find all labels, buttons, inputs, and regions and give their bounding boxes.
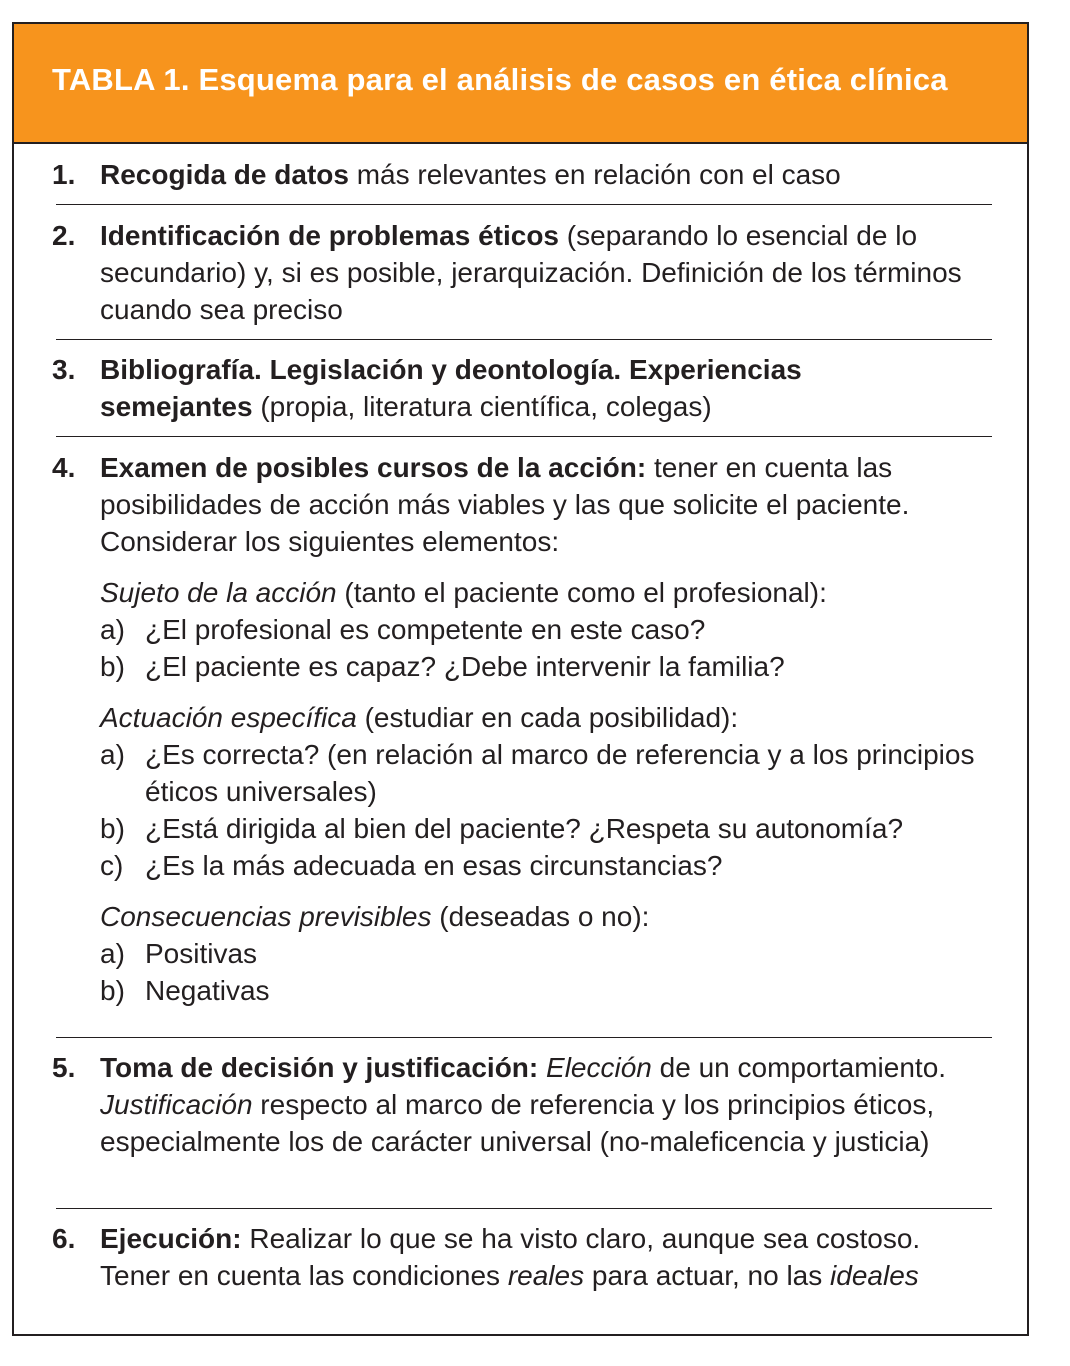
item-text: Negativas [145, 975, 270, 1006]
item-marker: b) [100, 813, 125, 844]
list-item [100, 648, 980, 685]
step-text: de un comportamiento. [651, 1052, 947, 1083]
step-text [538, 1052, 546, 1083]
step-text: más relevantes en relación con el caso [348, 159, 841, 190]
consideration-subject [100, 574, 980, 685]
item-marker: b) [100, 975, 125, 1006]
list-item [100, 736, 980, 810]
row-divider [56, 339, 992, 340]
step-content [100, 351, 900, 425]
step-content [100, 1220, 970, 1294]
step-emphasis: reales [507, 1260, 585, 1291]
step-number: 3. [52, 354, 76, 385]
step-text: tener en cuenta las posibilidades de acción más viables y las que solicite el paciente. Considerar los siguientes elementos: [100, 452, 910, 557]
step-text: respecto al marco de referencia y los principios éticos, especialmente los de carácter universal (no-maleficencia y justicia) [100, 1089, 935, 1157]
item-marker: b) [100, 651, 125, 682]
step-content [100, 1049, 1000, 1160]
list-item [100, 810, 980, 847]
consideration-note: (tanto el paciente como el profesional): [336, 577, 827, 608]
consideration-title: Consecuencias previsibles [100, 901, 432, 932]
step-emphasis: ideales [830, 1260, 919, 1291]
ethics-analysis-table [12, 22, 1029, 1336]
consideration-title: Actuación específica [100, 702, 357, 733]
step-heading: Bibliografía. Legislación y deontología. Experiencias semejantes [100, 354, 802, 422]
table-title: TABLA 1. Esquema para el análisis de casos en ética clínica [52, 62, 948, 97]
step-heading: Recogida de datos [100, 159, 349, 190]
consideration-note: (deseadas o no): [431, 901, 650, 932]
step-text: (propia, literatura científica, colegas) [252, 391, 712, 422]
item-text: ¿Es correcta? (en relación al marco de referencia y a los principios éticos universales) [145, 739, 975, 807]
consideration-heading [100, 699, 980, 736]
step-text: Realizar lo que se ha visto claro, aunque sea costoso. Tener en cuenta las condiciones [100, 1223, 921, 1291]
item-text: ¿El paciente es capaz? ¿Debe intervenir la familia? [145, 651, 785, 682]
consideration-heading [100, 898, 980, 935]
item-marker: a) [100, 739, 125, 770]
row-divider [56, 204, 992, 205]
list-item [100, 972, 980, 1009]
row-divider [56, 436, 992, 437]
row-divider [56, 1208, 992, 1209]
list-item [100, 611, 980, 648]
step-number: 5. [52, 1052, 76, 1083]
step-heading: Ejecución: [100, 1223, 242, 1254]
step-heading: Toma de decisión y justificación: [100, 1052, 539, 1083]
consideration-note: (estudiar en cada posibilidad): [356, 702, 739, 733]
consideration-consequences [100, 898, 980, 1009]
item-text: ¿Está dirigida al bien del paciente? ¿Respeta su autonomía? [145, 813, 904, 844]
step-text: (separando lo esencial de lo secundario) y, si es posible, jerarquización. Definición de los términos cuando sea preciso [100, 220, 962, 325]
step-emphasis: Justificación [100, 1089, 253, 1120]
step-heading: Identificación de problemas éticos [100, 220, 560, 251]
consideration-title: Sujeto de la acción [100, 577, 337, 608]
step-heading: Examen de posibles cursos de la acción: [100, 452, 647, 483]
step-content [100, 156, 1000, 193]
list-item [100, 935, 980, 972]
item-marker: a) [100, 614, 125, 645]
step-number: 6. [52, 1223, 76, 1254]
step-content [100, 449, 980, 1009]
step-emphasis: Elección [546, 1052, 652, 1083]
list-item [100, 847, 980, 884]
item-marker: a) [100, 938, 125, 969]
row-divider [56, 1037, 992, 1038]
step-number: 1. [52, 159, 76, 190]
step-text: para actuar, no las [584, 1260, 831, 1291]
item-marker: c) [100, 850, 124, 881]
step-number: 2. [52, 220, 76, 251]
step-number: 4. [52, 452, 76, 483]
item-text: ¿El profesional es competente en este caso? [145, 614, 706, 645]
step-intro [100, 449, 980, 560]
item-text: Positivas [145, 938, 258, 969]
item-text: ¿Es la más adecuada en esas circunstancias? [145, 850, 723, 881]
consideration-action [100, 699, 980, 884]
table-header [14, 24, 1027, 144]
consideration-heading [100, 574, 980, 611]
step-content [100, 217, 1000, 328]
